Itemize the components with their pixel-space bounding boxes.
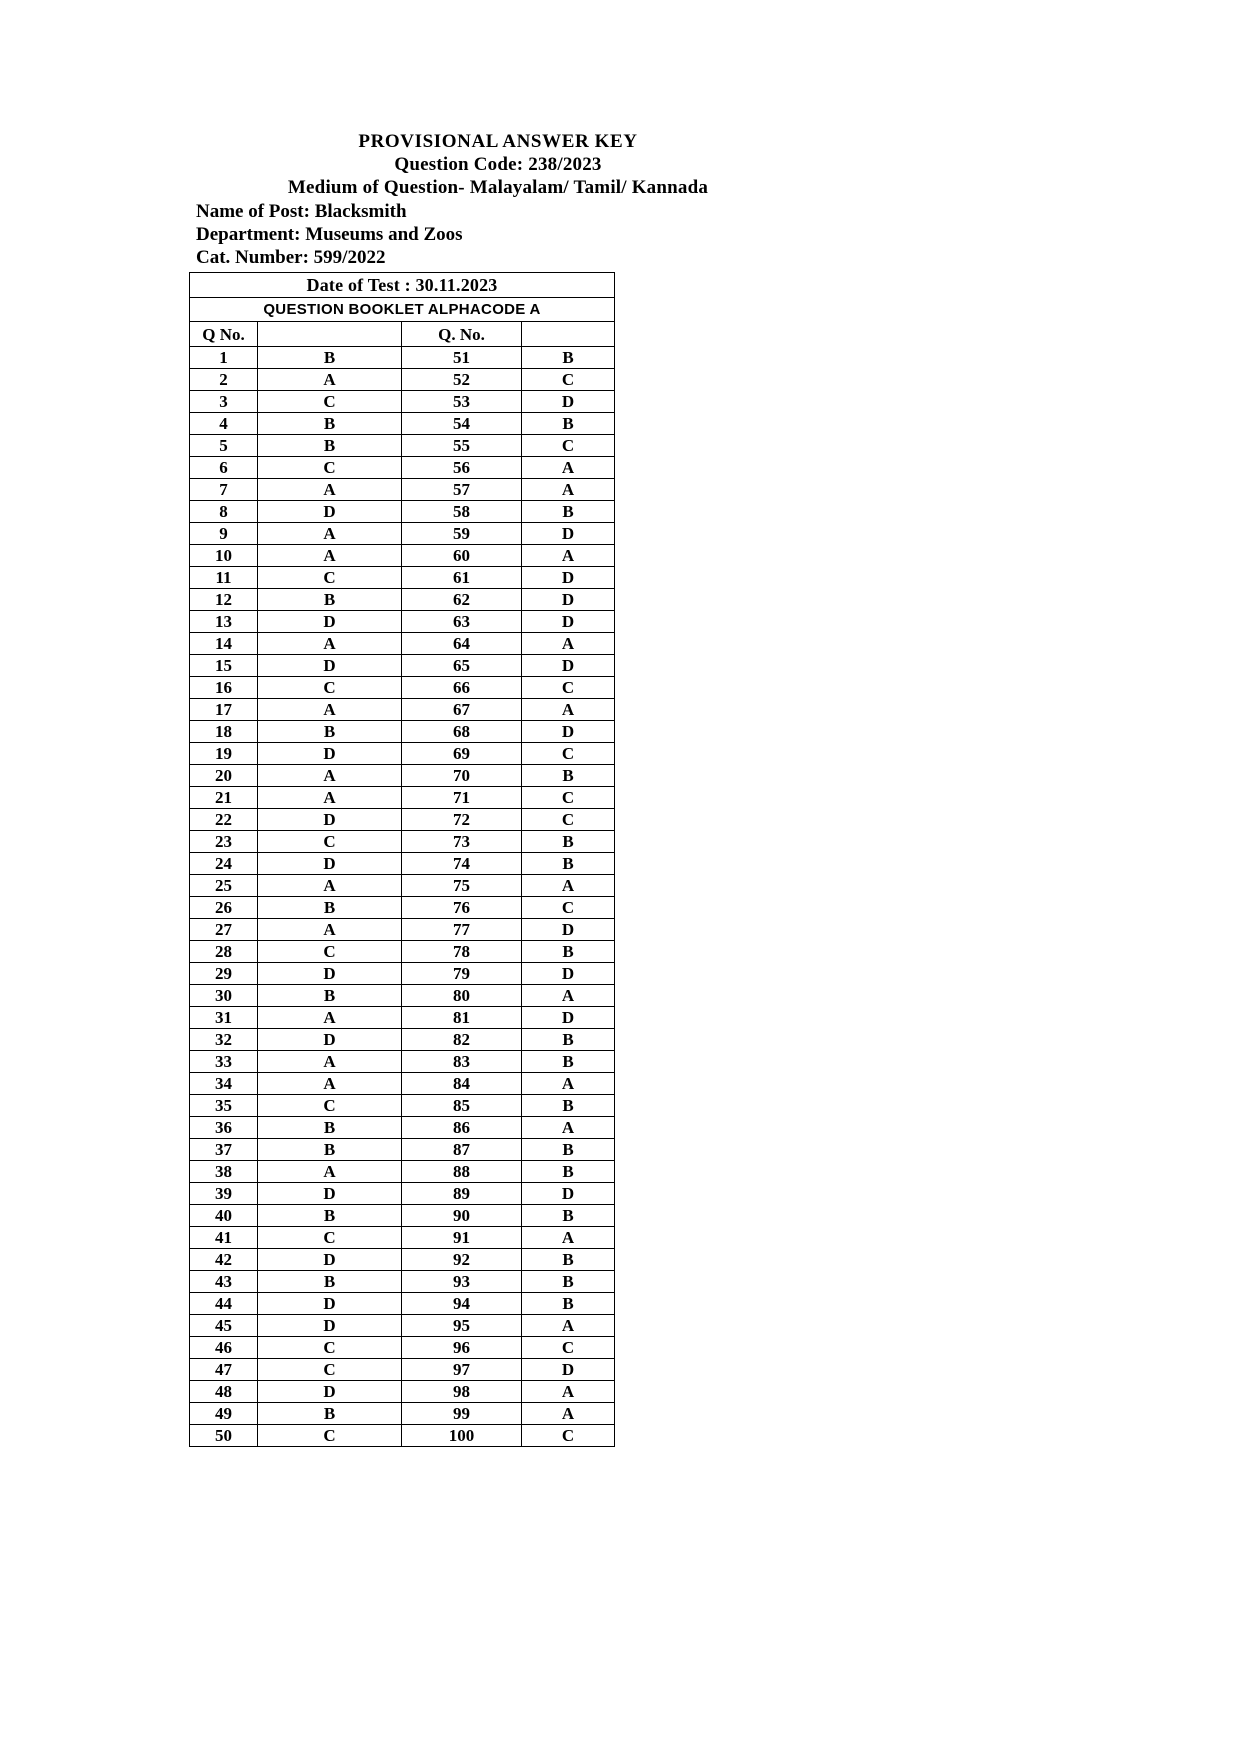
question-number-right: 68: [402, 721, 522, 743]
answer-left: B: [258, 413, 402, 435]
table-row: [190, 875, 615, 897]
question-code-line: Question Code: 238/2023: [394, 154, 602, 175]
answer-right: D: [522, 655, 615, 677]
question-number-left: 23: [190, 831, 258, 853]
answer-left: C: [258, 941, 402, 963]
table-row: [190, 985, 615, 1007]
answer-right: C: [522, 743, 615, 765]
answer-left: C: [258, 1359, 402, 1381]
answer-right: A: [522, 985, 615, 1007]
answer-right: A: [522, 1227, 615, 1249]
answer-right: A: [522, 1073, 615, 1095]
answer-right: D: [522, 721, 615, 743]
question-number-left: 27: [190, 919, 258, 941]
document-title-block: [193, 130, 803, 199]
answer-left: D: [258, 501, 402, 523]
answer-left: A: [258, 545, 402, 567]
question-number-left: 15: [190, 655, 258, 677]
table-row: [190, 1315, 615, 1337]
answer-left: D: [258, 1249, 402, 1271]
alphacode-cell: QUESTION BOOKLET ALPHACODE A: [190, 298, 615, 322]
table-row: [190, 1293, 615, 1315]
table-row: [190, 567, 615, 589]
answer-left: B: [258, 1271, 402, 1293]
answer-left: D: [258, 1315, 402, 1337]
answer-right: B: [522, 831, 615, 853]
table-row: [190, 655, 615, 677]
answer-right: B: [522, 853, 615, 875]
question-number-left: 30: [190, 985, 258, 1007]
answer-left: A: [258, 523, 402, 545]
answer-right: A: [522, 1381, 615, 1403]
answer-right: B: [522, 413, 615, 435]
table-row: [190, 1051, 615, 1073]
question-number-right: 52: [402, 369, 522, 391]
table-row: [190, 413, 615, 435]
table-row: [190, 1095, 615, 1117]
answer-left: C: [258, 457, 402, 479]
answer-right: B: [522, 501, 615, 523]
table-row: [190, 457, 615, 479]
question-number-right: 89: [402, 1183, 522, 1205]
answer-right: D: [522, 567, 615, 589]
question-number-left: 10: [190, 545, 258, 567]
answer-left: B: [258, 985, 402, 1007]
answer-left: C: [258, 1337, 402, 1359]
table-row: [190, 523, 615, 545]
answer-left: A: [258, 765, 402, 787]
answer-right: B: [522, 1249, 615, 1271]
question-number-left: 13: [190, 611, 258, 633]
question-number-left: 11: [190, 567, 258, 589]
question-number-right: 55: [402, 435, 522, 457]
table-row: [190, 545, 615, 567]
table-row: [190, 1227, 615, 1249]
question-number-right: 92: [402, 1249, 522, 1271]
table-row: [190, 1403, 615, 1425]
answer-right: A: [522, 1403, 615, 1425]
header-right-qno: Q. No.: [402, 322, 522, 347]
answer-left: B: [258, 589, 402, 611]
answer-right: D: [522, 1007, 615, 1029]
answer-left: D: [258, 963, 402, 985]
table-row: [190, 721, 615, 743]
question-number-left: 14: [190, 633, 258, 655]
table-row: [190, 699, 615, 721]
question-number-left: 29: [190, 963, 258, 985]
table-row: [190, 1139, 615, 1161]
table-row: [190, 1271, 615, 1293]
answer-left: D: [258, 1183, 402, 1205]
page-title: PROVISIONAL ANSWER KEY: [358, 131, 638, 152]
question-number-left: 3: [190, 391, 258, 413]
question-number-right: 51: [402, 347, 522, 369]
question-number-left: 5: [190, 435, 258, 457]
answer-left: C: [258, 677, 402, 699]
table-row: [190, 941, 615, 963]
answer-left: C: [258, 567, 402, 589]
answer-right: C: [522, 435, 615, 457]
answer-left: A: [258, 1161, 402, 1183]
question-number-right: 88: [402, 1161, 522, 1183]
question-number-left: 39: [190, 1183, 258, 1205]
name-of-post: Name of Post: Blacksmith: [196, 201, 407, 222]
table-row: [190, 1183, 615, 1205]
answer-right: C: [522, 809, 615, 831]
answer-left: D: [258, 611, 402, 633]
answer-left: B: [258, 1403, 402, 1425]
table-row: [190, 633, 615, 655]
table-row: [190, 677, 615, 699]
table-row: [190, 1073, 615, 1095]
question-number-right: 69: [402, 743, 522, 765]
question-number-left: 42: [190, 1249, 258, 1271]
answer-left: A: [258, 369, 402, 391]
question-number-left: 2: [190, 369, 258, 391]
answer-right: D: [522, 919, 615, 941]
table-row: [190, 435, 615, 457]
table-row: [190, 809, 615, 831]
question-number-right: 56: [402, 457, 522, 479]
answer-left: C: [258, 831, 402, 853]
question-number-left: 28: [190, 941, 258, 963]
table-row: [190, 1425, 615, 1447]
answer-left: B: [258, 1139, 402, 1161]
answer-right: A: [522, 1315, 615, 1337]
answer-left: D: [258, 853, 402, 875]
answer-left: A: [258, 1007, 402, 1029]
table-row: [190, 1161, 615, 1183]
answer-left: B: [258, 721, 402, 743]
table-row: [190, 1007, 615, 1029]
question-number-right: 83: [402, 1051, 522, 1073]
question-number-left: 25: [190, 875, 258, 897]
question-number-right: 62: [402, 589, 522, 611]
question-number-right: 74: [402, 853, 522, 875]
question-number-left: 34: [190, 1073, 258, 1095]
table-row-date: [190, 273, 615, 298]
question-number-right: 81: [402, 1007, 522, 1029]
question-number-left: 33: [190, 1051, 258, 1073]
answer-right: A: [522, 1117, 615, 1139]
question-number-left: 22: [190, 809, 258, 831]
answer-left: A: [258, 699, 402, 721]
answer-left: A: [258, 919, 402, 941]
answer-left: D: [258, 743, 402, 765]
question-number-right: 100: [402, 1425, 522, 1447]
answer-right: A: [522, 875, 615, 897]
question-number-left: 9: [190, 523, 258, 545]
answer-left: A: [258, 787, 402, 809]
question-number-right: 99: [402, 1403, 522, 1425]
answer-left: D: [258, 1293, 402, 1315]
question-number-right: 94: [402, 1293, 522, 1315]
question-number-right: 64: [402, 633, 522, 655]
answer-right: B: [522, 941, 615, 963]
table-row: [190, 1029, 615, 1051]
table-row: [190, 787, 615, 809]
answer-right: D: [522, 391, 615, 413]
table-row: [190, 1117, 615, 1139]
question-number-left: 12: [190, 589, 258, 611]
question-number-left: 24: [190, 853, 258, 875]
question-number-right: 77: [402, 919, 522, 941]
answer-left: A: [258, 633, 402, 655]
cat-number: Cat. Number: 599/2022: [196, 247, 386, 268]
table-row: [190, 765, 615, 787]
question-number-left: 20: [190, 765, 258, 787]
answer-right: B: [522, 1029, 615, 1051]
question-number-right: 96: [402, 1337, 522, 1359]
question-number-left: 49: [190, 1403, 258, 1425]
question-number-left: 17: [190, 699, 258, 721]
table-row: [190, 347, 615, 369]
question-number-right: 87: [402, 1139, 522, 1161]
question-number-right: 95: [402, 1315, 522, 1337]
answer-right: D: [522, 1183, 615, 1205]
answer-left: A: [258, 1073, 402, 1095]
answer-right: B: [522, 1205, 615, 1227]
answer-right: A: [522, 545, 615, 567]
question-number-left: 36: [190, 1117, 258, 1139]
answer-right: B: [522, 1051, 615, 1073]
question-number-right: 71: [402, 787, 522, 809]
answer-right: D: [522, 589, 615, 611]
question-number-right: 84: [402, 1073, 522, 1095]
question-number-right: 63: [402, 611, 522, 633]
header-left-answer: [258, 322, 402, 347]
question-number-right: 93: [402, 1271, 522, 1293]
question-number-right: 78: [402, 941, 522, 963]
table-row: [190, 963, 615, 985]
answer-right: D: [522, 1359, 615, 1381]
question-number-left: 1: [190, 347, 258, 369]
answer-key-table: [189, 272, 615, 1447]
answer-left: C: [258, 391, 402, 413]
answer-left: C: [258, 1425, 402, 1447]
question-number-right: 70: [402, 765, 522, 787]
question-number-left: 16: [190, 677, 258, 699]
table-row: [190, 897, 615, 919]
question-number-left: 26: [190, 897, 258, 919]
answer-right: B: [522, 1139, 615, 1161]
table-row: [190, 391, 615, 413]
question-number-left: 44: [190, 1293, 258, 1315]
question-number-left: 47: [190, 1359, 258, 1381]
table-row: [190, 743, 615, 765]
medium-of-question-line: Medium of Question- Malayalam/ Tamil/ Kannada: [287, 177, 709, 198]
question-number-right: 73: [402, 831, 522, 853]
question-number-left: 6: [190, 457, 258, 479]
question-number-right: 66: [402, 677, 522, 699]
answer-left: A: [258, 479, 402, 501]
date-of-test-cell: Date of Test : 30.11.2023: [190, 273, 615, 298]
table-row: [190, 831, 615, 853]
answer-right: C: [522, 1425, 615, 1447]
question-number-right: 82: [402, 1029, 522, 1051]
table-row: [190, 1381, 615, 1403]
question-number-left: 32: [190, 1029, 258, 1051]
header-left-qno: Q No.: [190, 322, 258, 347]
question-number-right: 60: [402, 545, 522, 567]
answer-right: B: [522, 1271, 615, 1293]
question-number-left: 21: [190, 787, 258, 809]
header-right-answer: [522, 322, 615, 347]
question-number-right: 90: [402, 1205, 522, 1227]
answer-right: C: [522, 1337, 615, 1359]
question-number-left: 48: [190, 1381, 258, 1403]
question-number-right: 61: [402, 567, 522, 589]
question-number-right: 85: [402, 1095, 522, 1117]
question-number-left: 35: [190, 1095, 258, 1117]
answer-left: B: [258, 1117, 402, 1139]
answer-left: A: [258, 875, 402, 897]
question-number-left: 50: [190, 1425, 258, 1447]
answer-right: B: [522, 765, 615, 787]
answer-left: B: [258, 347, 402, 369]
question-number-right: 53: [402, 391, 522, 413]
answer-right: B: [522, 1161, 615, 1183]
question-number-right: 65: [402, 655, 522, 677]
question-number-left: 18: [190, 721, 258, 743]
table-row: [190, 611, 615, 633]
question-number-left: 31: [190, 1007, 258, 1029]
table-row-alphacode: [190, 298, 615, 322]
question-number-right: 86: [402, 1117, 522, 1139]
table-row: [190, 1359, 615, 1381]
question-number-right: 79: [402, 963, 522, 985]
answer-left: D: [258, 1381, 402, 1403]
question-number-left: 40: [190, 1205, 258, 1227]
question-number-right: 91: [402, 1227, 522, 1249]
question-number-left: 4: [190, 413, 258, 435]
question-number-right: 58: [402, 501, 522, 523]
question-number-right: 75: [402, 875, 522, 897]
answer-right: D: [522, 963, 615, 985]
question-number-left: 45: [190, 1315, 258, 1337]
question-number-right: 67: [402, 699, 522, 721]
answer-right: B: [522, 347, 615, 369]
question-number-left: 38: [190, 1161, 258, 1183]
department: Department: Museums and Zoos: [196, 224, 463, 245]
table-row: [190, 589, 615, 611]
answer-left: B: [258, 1205, 402, 1227]
answer-right: A: [522, 633, 615, 655]
answer-right: C: [522, 787, 615, 809]
answer-right: D: [522, 611, 615, 633]
answer-right: D: [522, 523, 615, 545]
table-row: [190, 501, 615, 523]
table-row: [190, 479, 615, 501]
answer-left: B: [258, 435, 402, 457]
answer-right: B: [522, 1293, 615, 1315]
question-number-right: 59: [402, 523, 522, 545]
answer-right: A: [522, 699, 615, 721]
question-number-left: 7: [190, 479, 258, 501]
question-number-right: 76: [402, 897, 522, 919]
answer-left: C: [258, 1227, 402, 1249]
answer-left: B: [258, 897, 402, 919]
answer-left: D: [258, 655, 402, 677]
question-number-left: 19: [190, 743, 258, 765]
answer-right: B: [522, 1095, 615, 1117]
question-number-right: 97: [402, 1359, 522, 1381]
answer-right: A: [522, 479, 615, 501]
question-number-right: 98: [402, 1381, 522, 1403]
question-number-right: 54: [402, 413, 522, 435]
question-number-left: 41: [190, 1227, 258, 1249]
table-row: [190, 1249, 615, 1271]
question-number-right: 57: [402, 479, 522, 501]
question-number-right: 80: [402, 985, 522, 1007]
question-number-left: 37: [190, 1139, 258, 1161]
question-number-left: 43: [190, 1271, 258, 1293]
answer-left: D: [258, 1029, 402, 1051]
table-row: [190, 1337, 615, 1359]
document-meta-block: [196, 200, 463, 269]
question-number-left: 46: [190, 1337, 258, 1359]
answer-left: C: [258, 1095, 402, 1117]
table-row: [190, 919, 615, 941]
question-number-left: 8: [190, 501, 258, 523]
answer-right: C: [522, 369, 615, 391]
table-header-row: [190, 322, 615, 347]
table-row: [190, 1205, 615, 1227]
answer-left: D: [258, 809, 402, 831]
answer-left: A: [258, 1051, 402, 1073]
table-row: [190, 369, 615, 391]
answer-right: A: [522, 457, 615, 479]
question-number-right: 72: [402, 809, 522, 831]
table-row: [190, 853, 615, 875]
answer-right: C: [522, 897, 615, 919]
answer-right: C: [522, 677, 615, 699]
